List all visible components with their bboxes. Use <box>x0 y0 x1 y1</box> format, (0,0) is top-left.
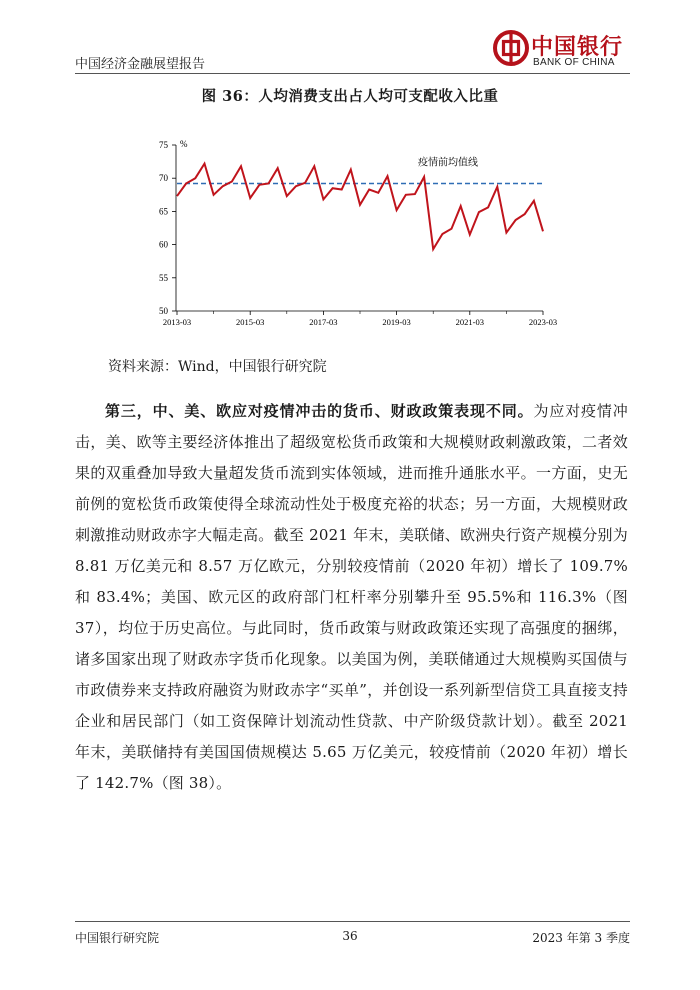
y-tick-label: 75 <box>159 140 168 150</box>
y-tick-label: 55 <box>159 272 168 283</box>
y-axis-unit-label: % <box>180 139 188 149</box>
consumption-ratio-series-line <box>177 164 543 250</box>
x-tick-label: 2019-03 <box>382 317 411 327</box>
footer-divider <box>75 921 630 922</box>
consumption-ratio-chart <box>150 135 570 335</box>
page-number: 36 <box>342 929 358 943</box>
y-tick-label: 70 <box>159 173 168 184</box>
x-tick-label: 2013-03 <box>162 317 192 327</box>
y-tick-label: 50 <box>159 306 168 316</box>
figure-title: 图 36：人均消费支出占人均可支配收入比重 <box>201 88 499 105</box>
bank-logo <box>493 28 633 74</box>
body-paragraph <box>75 396 628 799</box>
y-tick-label: 60 <box>159 239 168 250</box>
x-tick-label: 2017-03 <box>309 317 338 327</box>
footer-quarter: 2023 年第 3 季度 <box>532 931 630 945</box>
paragraph-lead-sentence: 第三，中、美、欧应对疫情冲击的货币、财政政策表现不同。 <box>105 402 534 420</box>
report-header-title: 中国经济金融展望报告 <box>75 57 206 72</box>
logo-chinese-name: 中国银行 <box>531 34 624 60</box>
footer-institute: 中国银行研究院 <box>75 931 160 945</box>
bank-of-china-emblem-icon <box>493 30 529 66</box>
x-tick-label: 2015-03 <box>236 317 265 327</box>
reference-line-label: 疫情前均值线 <box>418 157 478 169</box>
y-tick-label: 65 <box>159 206 168 217</box>
x-tick-label: 2023-03 <box>528 317 558 327</box>
header-divider <box>75 73 630 74</box>
x-tick-label: 2021-03 <box>455 317 484 327</box>
logo-english-name: BANK OF CHINA <box>533 57 615 68</box>
paragraph-text: 为应对疫情冲击，美、欧等主要经济体推出了超级宽松货币政策和大规模财政刺激政策，二者效果的双重叠加导致大量超发货币流到实体领域，进而推升通胀水平。一方面，史无前例的宽松货币政策使得全球流动性处于极度充裕的状态；另一方面，大规模财政刺激推动财政赤字大幅走高。截至 2021 年末，美联储、欧洲央行资产规模分别为 8.81 万亿美元和 8.57 万亿欧元，分别较疫情前（2020 年初）增长了 109.7%和 83.4%；美国、欧元区的政府部门杠杆率分别攀升至 95.5%和 116.3%（图 37），均位于历史高位。与此同时，货币政策与财政政策还实现了高强度的捆绑，诸多国家出现了财政赤字货币化现象。以美国为例，美联储通过大规模购买国债与市政债券来支持政府融资为财政赤字“买单”，并创设一系列新型信贷工具直接支持企业和居民部门（如工资保障计划流动性贷款、中产阶级贷款计划）。截至 2021 年末，美联储持有美国国债规模达 5.65 万亿美元，较疫情前（2020 年初）增长了 142.7%（图 38）。 <box>75 402 628 792</box>
figure-source: 资料来源：Wind，中国银行研究院 <box>108 359 327 375</box>
